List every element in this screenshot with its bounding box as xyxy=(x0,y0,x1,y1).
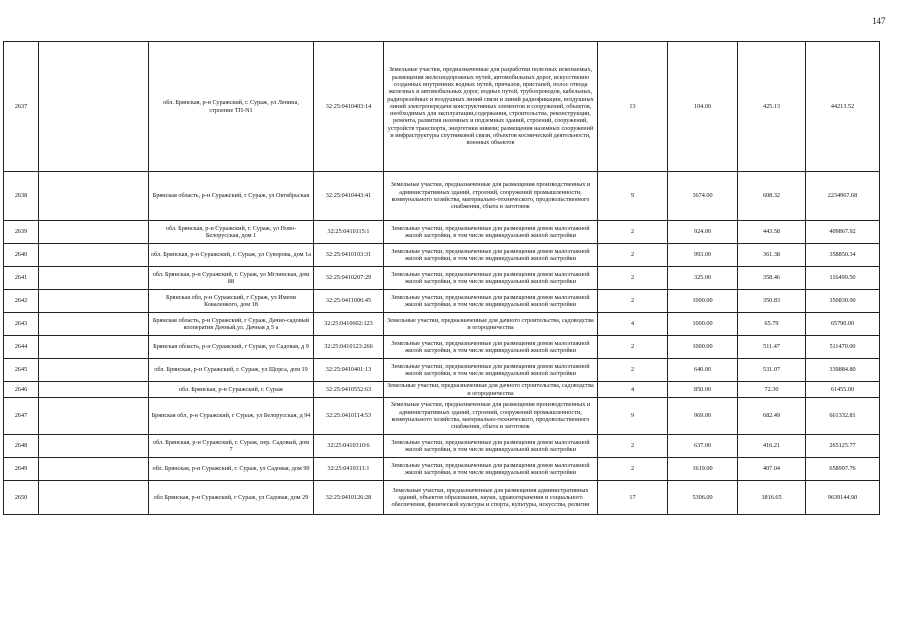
address-cell: Брянская область, р-н Суражский, г Сураж, Дачно-садовый кооператив Дачный,ул. Дачная д 5 а xyxy=(149,313,314,336)
cadastral-number-cell: 32:25:0410126:28 xyxy=(314,481,384,515)
row-number: 2639 xyxy=(4,221,39,244)
row-number: 2649 xyxy=(4,458,39,481)
table-row xyxy=(4,398,880,435)
land-plot-registry-table xyxy=(3,41,880,515)
row-number: 2645 xyxy=(4,359,39,382)
area-cell: 993.00 xyxy=(668,244,738,267)
table-body xyxy=(4,42,880,515)
address-cell: Брянская обл, р-н Суражский, г Сураж, ул Имени Коваленкого, дом 18 xyxy=(149,290,314,313)
specific-value-cell: 72.30 xyxy=(738,382,806,398)
table-row xyxy=(4,435,880,458)
row-number: 2637 xyxy=(4,42,39,172)
cadastral-value-cell: 339884.80 xyxy=(806,359,880,382)
use-code-cell: 2 xyxy=(598,458,668,481)
empty-cell xyxy=(39,435,149,458)
cadastral-number-cell: 32:25:0410207:29 xyxy=(314,267,384,290)
cadastral-value-cell: 511470.00 xyxy=(806,336,880,359)
specific-value-cell: 531.07 xyxy=(738,359,806,382)
area-cell: 850.00 xyxy=(668,382,738,398)
specific-value-cell: 608.32 xyxy=(738,172,806,221)
land-use-cell: Земельные участки, предназначенные для размещения домов малоэтажной жилой застройки, в том числе индивидуальной жилой застройки xyxy=(384,458,598,481)
empty-cell xyxy=(39,458,149,481)
cadastral-number-cell: 32:25:0410602:123 xyxy=(314,313,384,336)
cadastral-value-cell: 658997.76 xyxy=(806,458,880,481)
use-code-cell: 13 xyxy=(598,42,668,172)
use-code-cell: 2 xyxy=(598,244,668,267)
row-number: 2640 xyxy=(4,244,39,267)
use-code-cell: 2 xyxy=(598,359,668,382)
area-cell: 1000.00 xyxy=(668,336,738,359)
land-use-cell: Земельные участки, предназначенные для размещения домов малоэтажной жилой застройки, в том числе индивидуальной жилой застройки xyxy=(384,359,598,382)
specific-value-cell: 443.58 xyxy=(738,221,806,244)
use-code-cell: 2 xyxy=(598,435,668,458)
cadastral-value-cell: 2234967.68 xyxy=(806,172,880,221)
row-number: 2643 xyxy=(4,313,39,336)
cadastral-value-cell: 350830.00 xyxy=(806,290,880,313)
cadastral-value-cell: 9639144.90 xyxy=(806,481,880,515)
use-code-cell: 2 xyxy=(598,290,668,313)
cadastral-value-cell: 116499.50 xyxy=(806,267,880,290)
area-cell: 3674.00 xyxy=(668,172,738,221)
cadastral-value-cell: 44213.52 xyxy=(806,42,880,172)
row-number: 2646 xyxy=(4,382,39,398)
table-row xyxy=(4,244,880,267)
cadastral-value-cell: 65790.00 xyxy=(806,313,880,336)
area-cell: 640.00 xyxy=(668,359,738,382)
land-use-cell: Земельные участки, предназначенные для размещения домов малоэтажной жилой застройки, в том числе индивидуальной жилой застройки xyxy=(384,435,598,458)
land-use-cell: Земельные участки, предназначенные для размещения производственных и административных зданий, строений, сооружений промышленности, коммунального хозяйства, материально-технического, продовольственного снабжения, сбыта и заготовок xyxy=(384,398,598,435)
area-cell: 969.00 xyxy=(668,398,738,435)
specific-value-cell: 407.04 xyxy=(738,458,806,481)
land-use-cell: Земельные участки, предназначенные для размещения административных зданий, объектов образования, науки, здравоохранения и социального обеспечения, физической культуры и спорта, культуры, искусства, религии xyxy=(384,481,598,515)
address-cell: обл. Брянская, р-н Суражский, г. Сураж, пер. Садовый, дом 7 xyxy=(149,435,314,458)
cadastral-number-cell: 32:25:0410310:6 xyxy=(314,435,384,458)
empty-cell xyxy=(39,267,149,290)
empty-cell xyxy=(39,313,149,336)
table-row xyxy=(4,42,880,172)
empty-cell xyxy=(39,398,149,435)
specific-value-cell: 350.83 xyxy=(738,290,806,313)
specific-value-cell: 416.21 xyxy=(738,435,806,458)
use-code-cell: 2 xyxy=(598,221,668,244)
specific-value-cell: 361.38 xyxy=(738,244,806,267)
cadastral-value-cell: 61455.00 xyxy=(806,382,880,398)
specific-value-cell: 511.47 xyxy=(738,336,806,359)
address-cell: Брянская обл, р-н Суражский, г Сураж, ул Белорусская, д 94 xyxy=(149,398,314,435)
row-number: 2641 xyxy=(4,267,39,290)
specific-value-cell: 65.79 xyxy=(738,313,806,336)
area-cell: 1000.00 xyxy=(668,313,738,336)
specific-value-cell: 425.13 xyxy=(738,42,806,172)
address-cell: обл. Брянская, р-н Суражский, г. Сураж, ул Ново-Белорусская, дом 1 xyxy=(149,221,314,244)
address-cell: обл. Брянская, р-н Суражский, г. Сураж, ул Щорса, дом 19 xyxy=(149,359,314,382)
area-cell: 637.00 xyxy=(668,435,738,458)
row-number: 2650 xyxy=(4,481,39,515)
table-row xyxy=(4,267,880,290)
empty-cell xyxy=(39,42,149,172)
address-cell: обл. Брянская, р-н Суражский, г. Сураж xyxy=(149,382,314,398)
cadastral-number-cell: 32:25:0410443:41 xyxy=(314,172,384,221)
cadastral-number-cell: 32:25:0410103:31 xyxy=(314,244,384,267)
address-cell: обл Брянская, р-н Суражский, г Сураж, ул Садовая, дом 29 xyxy=(149,481,314,515)
land-use-cell: Земельные участки, предназначенные для размещения производственных и административных зданий, строений, сооружений промышленности, коммунального хозяйства, материально-технического, продовольственного снабжения, сбыта и заготовок xyxy=(384,172,598,221)
area-cell: 1619.00 xyxy=(668,458,738,481)
empty-cell xyxy=(39,244,149,267)
table-row xyxy=(4,221,880,244)
table-row xyxy=(4,336,880,359)
cadastral-value-cell: 661332.81 xyxy=(806,398,880,435)
specific-value-cell: 1816.65 xyxy=(738,481,806,515)
page-number: 147 xyxy=(872,16,886,26)
cadastral-number-cell: 32:25:0410114:53 xyxy=(314,398,384,435)
cadastral-number-cell: 32:25:0410403:14 xyxy=(314,42,384,172)
cadastral-number-cell: 32:25:0411006:45 xyxy=(314,290,384,313)
table-row xyxy=(4,313,880,336)
use-code-cell: 2 xyxy=(598,267,668,290)
cadastral-value-cell: 265125.77 xyxy=(806,435,880,458)
specific-value-cell: 682.49 xyxy=(738,398,806,435)
cadastral-number-cell: 32:25:0410552:63 xyxy=(314,382,384,398)
empty-cell xyxy=(39,290,149,313)
address-cell: обл. Брянская, р-н Суражский, г. Сураж, ул Суворова, дом 1а xyxy=(149,244,314,267)
row-number: 2648 xyxy=(4,435,39,458)
land-use-cell: Земельные участки, предназначенные для размещения домов малоэтажной жилой застройки, в том числе индивидуальной жилой застройки xyxy=(384,336,598,359)
land-use-cell: Земельные участки, предназначенные для размещения домов малоэтажной жилой застройки, в том числе индивидуальной жилой застройки xyxy=(384,267,598,290)
address-cell: обл. Брянская, р-н Суражский, г. Сураж, ул Мглинская, дом 88 xyxy=(149,267,314,290)
cadastral-number-cell: 32:25:0410115:1 xyxy=(314,221,384,244)
table-row xyxy=(4,290,880,313)
use-code-cell: 4 xyxy=(598,313,668,336)
area-cell: 5306.00 xyxy=(668,481,738,515)
row-number: 2642 xyxy=(4,290,39,313)
land-use-cell: Земельные участки, предназначенные для разработки полезных ископаемых, размещения железнодорожных путей, автомобильных дорог, искусственно созданных внутренних водных путей, причалов, пристаней, полос отвода железных и автомобильных дорог, водных путей, трубопроводов, кабельных, радиорелейных и воздушных линий связи и линий радиофикации, воздушных линий электропередачи конструктивных элементов и сооружений, объектов, необходимых для эксплуатации,содержания, строительства, реконструкции, ремонта, развития наземных и подземных зданий, строений, сооружений, устройств транспорта, энергетики инвязи; размещения наземных сооружений и инфраструктуры спутниковой связи, объектов космической деятельности, военных объектов xyxy=(384,42,598,172)
address-cell: обл. Брянская, р-н Суражский, г. Сураж, ул Ленина, строение ТП-N1 xyxy=(149,42,314,172)
table-row xyxy=(4,359,880,382)
empty-cell xyxy=(39,382,149,398)
area-cell: 325.00 xyxy=(668,267,738,290)
use-code-cell: 2 xyxy=(598,336,668,359)
address-cell: Брянская область, р-н Суражский, г Сураж, ул Садовая, д 9 xyxy=(149,336,314,359)
land-use-cell: Земельные участки, предназначенные для размещения домов малоэтажной жилой застройки, в том числе индивидуальной жилой застройки xyxy=(384,244,598,267)
area-cell: 1000.00 xyxy=(668,290,738,313)
cadastral-number-cell: 32:25:0410123:266 xyxy=(314,336,384,359)
table-row xyxy=(4,382,880,398)
use-code-cell: 9 xyxy=(598,398,668,435)
specific-value-cell: 358.46 xyxy=(738,267,806,290)
use-code-cell: 9 xyxy=(598,172,668,221)
use-code-cell: 4 xyxy=(598,382,668,398)
area-cell: 104.00 xyxy=(668,42,738,172)
address-cell: обл. Брянская, р-н Суражский, г. Сураж, ул Садовая, дом 99 xyxy=(149,458,314,481)
use-code-cell: 17 xyxy=(598,481,668,515)
row-number: 2647 xyxy=(4,398,39,435)
cadastral-number-cell: 32:25:0410311:1 xyxy=(314,458,384,481)
area-cell: 924.00 xyxy=(668,221,738,244)
empty-cell xyxy=(39,336,149,359)
table-row xyxy=(4,481,880,515)
empty-cell xyxy=(39,481,149,515)
empty-cell xyxy=(39,359,149,382)
land-use-cell: Земельные участки, предназначенные для дачного строительства, садоводства и огородничества xyxy=(384,382,598,398)
cadastral-value-cell: 409867.92 xyxy=(806,221,880,244)
cadastral-number-cell: 32:25:0410401:13 xyxy=(314,359,384,382)
address-cell: Брянская область, р-н Суражский, г Сураж, ул Октябрьская xyxy=(149,172,314,221)
row-number: 2638 xyxy=(4,172,39,221)
empty-cell xyxy=(39,221,149,244)
empty-cell xyxy=(39,172,149,221)
cadastral-value-cell: 358850.34 xyxy=(806,244,880,267)
row-number: 2644 xyxy=(4,336,39,359)
land-use-cell: Земельные участки, предназначенные для размещения домов малоэтажной жилой застройки, в том числе индивидуальной жилой застройки xyxy=(384,290,598,313)
table-row xyxy=(4,458,880,481)
land-use-cell: Земельные участки, предназначенные для дачного строительства, садоводства и огородничества xyxy=(384,313,598,336)
land-use-cell: Земельные участки, предназначенные для размещения домов малоэтажной жилой застройки, в том числе индивидуальной жилой застройки xyxy=(384,221,598,244)
table-row xyxy=(4,172,880,221)
